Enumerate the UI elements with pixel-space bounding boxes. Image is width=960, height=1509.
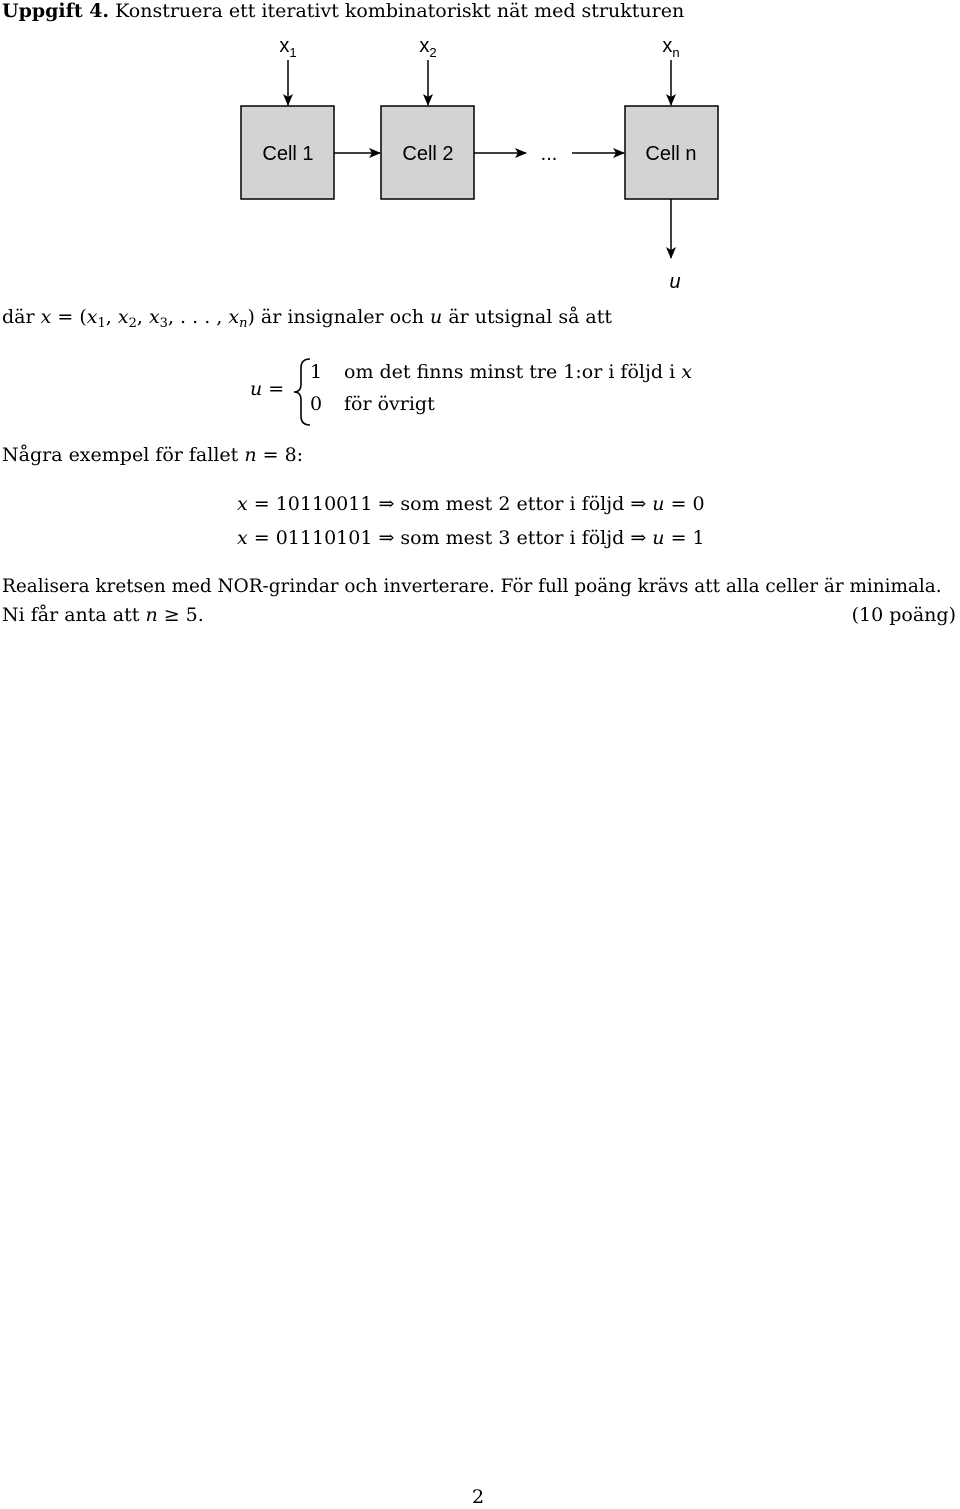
intro-sub: 1 <box>97 316 106 331</box>
case-value: 0 <box>310 393 323 415</box>
intro-part: är utsignal så att <box>442 306 613 328</box>
example-text: = 10110011 ⇒ som mest 2 ettor i följd ⇒ <box>247 493 653 515</box>
example-out: u <box>652 493 665 515</box>
task-label: Uppgift 4. <box>2 0 110 22</box>
example-result: = 1 <box>664 527 705 549</box>
cell-2-label: Cell 2 <box>402 143 454 165</box>
closing-line-1 <box>2 576 942 597</box>
closing-text: Realisera kretsen med NOR-grindar och inverterare. För full poäng krävs att alla celler är minimala. <box>2 576 942 597</box>
task-text: Konstruera ett iterativt kombinatoriskt nät med strukturen <box>115 0 685 22</box>
input-label-x1: $x_1$ <box>279 35 297 60</box>
definition-var: u <box>250 378 263 400</box>
case-var: x <box>681 361 692 383</box>
example-1 <box>237 493 705 515</box>
closing-line-2 <box>2 604 204 626</box>
input-label-xn: $x_n$ <box>662 35 680 60</box>
intro-var: x <box>40 306 52 328</box>
points-label <box>852 604 956 626</box>
page-number: 2 <box>472 1486 485 1508</box>
intro-part: , <box>105 306 118 328</box>
case-text: om det finns minst tre 1:or i följd i <box>344 361 682 383</box>
cell-n-label: Cell n <box>645 143 697 165</box>
example-var: x <box>237 527 248 549</box>
intro-var: u <box>430 306 443 328</box>
definition-case-1-condition <box>344 361 692 383</box>
examples-intro-text: Några exempel för fallet <box>2 444 245 466</box>
intro-var: x <box>228 306 240 328</box>
example-text: = 01110101 ⇒ som mest 3 ettor i följd ⇒ <box>247 527 653 549</box>
case-text: för övrigt <box>344 393 435 415</box>
intro-part: , . . . , <box>167 306 229 328</box>
closing-text: Ni får anta att <box>2 604 146 626</box>
input-label-x2: $x_2$ <box>419 35 437 60</box>
closing-var: n <box>145 604 158 626</box>
intro-part: , <box>136 306 149 328</box>
points-text: (10 poäng) <box>851 604 956 626</box>
example-var: x <box>237 493 248 515</box>
intro-var: x <box>86 306 98 328</box>
examples-intro-rest: = 8: <box>256 444 304 466</box>
definition-case-2 <box>310 393 322 415</box>
intro-sentence <box>2 306 612 331</box>
ellipsis-label: ... <box>540 143 558 165</box>
intro-part: där <box>2 306 41 328</box>
definition-case-1 <box>310 361 322 383</box>
example-2 <box>237 527 705 549</box>
cell-structure-diagram <box>0 0 960 300</box>
cell-1-label: Cell 1 <box>262 143 314 165</box>
definition-case-2-condition <box>344 393 435 415</box>
intro-part: ) är insignaler och <box>247 306 431 328</box>
example-result: = 0 <box>664 493 705 515</box>
intro-var: x <box>117 306 129 328</box>
examples-intro <box>2 444 303 466</box>
closing-text: ≥ 5. <box>157 604 204 626</box>
case-value: 1 <box>310 361 323 383</box>
output-label-u: u <box>669 271 681 293</box>
intro-part: = ( <box>51 306 87 328</box>
intro-sub: 2 <box>128 316 137 331</box>
examples-intro-var: n <box>244 444 257 466</box>
intro-sub: 3 <box>159 316 168 331</box>
example-out: u <box>652 527 665 549</box>
definition-lhs <box>250 378 284 400</box>
intro-var: x <box>148 306 160 328</box>
definition-eq: = <box>262 378 285 400</box>
intro-sub: n <box>239 316 248 331</box>
